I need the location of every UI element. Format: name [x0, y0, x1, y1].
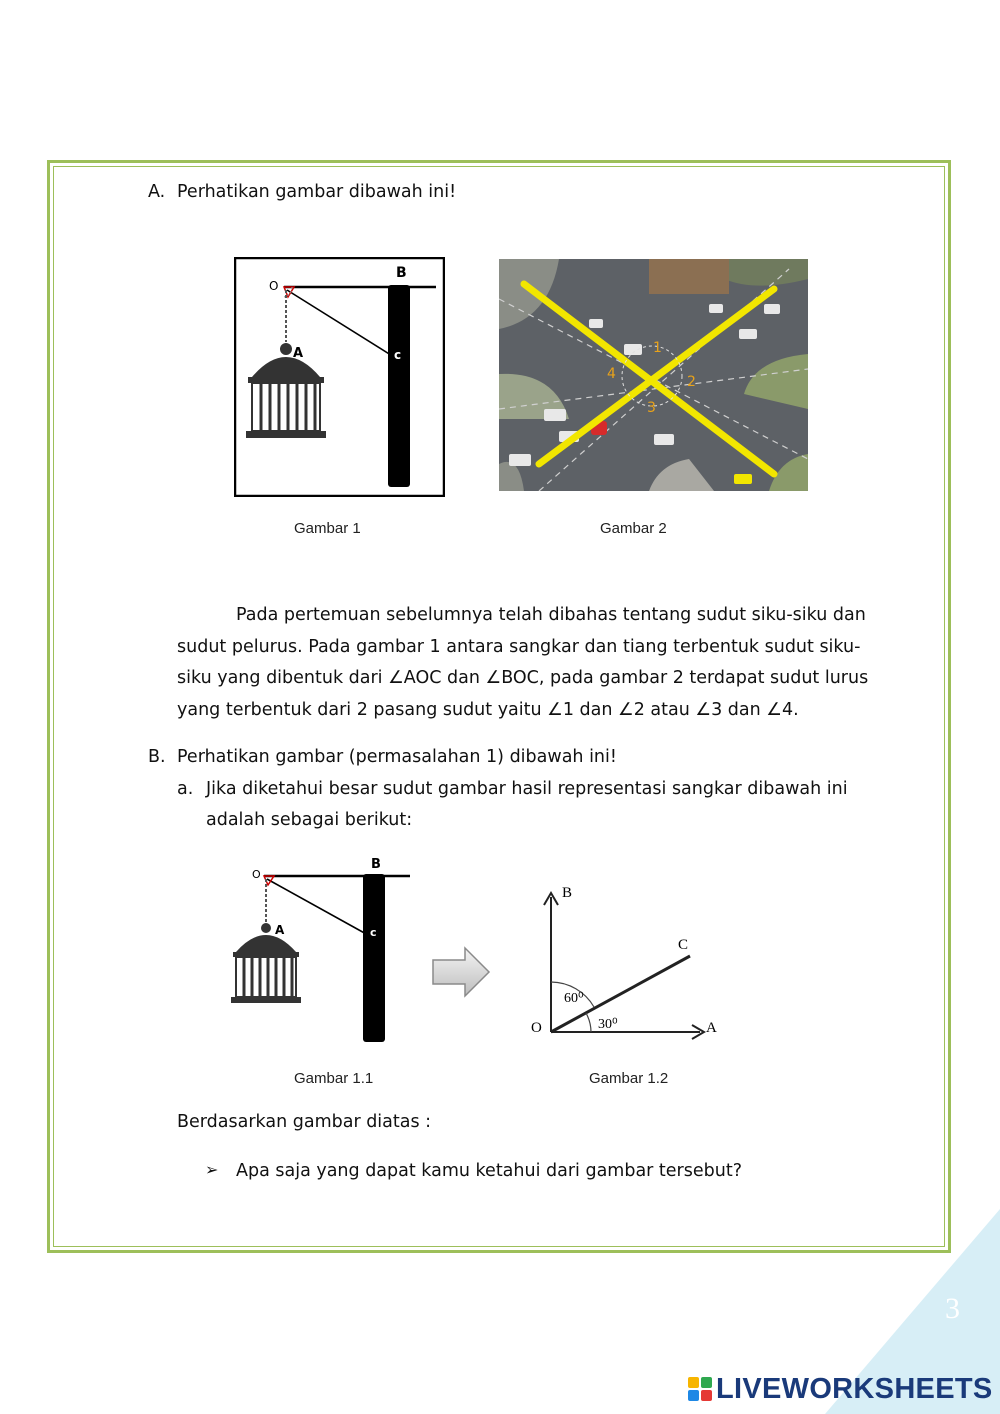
section-b-heading: Perhatikan gambar (permasalahan 1) dibawah ini!	[177, 747, 617, 767]
figure-1-label-a: A	[293, 346, 304, 361]
figure-2-angle-2: 2	[687, 374, 696, 390]
question-text: Apa saja yang dapat kamu ketahui dari gambar tersebut?	[236, 1161, 742, 1181]
figure-2-intersection-photo	[499, 259, 808, 491]
figure-2-angle-1: 1	[653, 340, 662, 356]
figure-1-1-label-b: B	[371, 857, 381, 872]
figure-1-label-c: c	[394, 348, 402, 362]
figure-1-1-cage-pole	[228, 852, 414, 1044]
liveworksheets-icon	[688, 1377, 712, 1401]
paragraph-line: yang terbentuk dari 2 pasang sudut yaitu ∠1 dan ∠2 atau ∠3 dan ∠4.	[177, 699, 799, 720]
brand-name: LIVEWORKSHEETS	[716, 1372, 993, 1405]
figure-1-1-label-a: A	[275, 923, 285, 937]
item-a-marker: a.	[177, 779, 194, 799]
figure-1-1-label-c: c	[370, 926, 377, 939]
liveworksheets-logo	[688, 1372, 993, 1406]
section-b-marker: B.	[148, 747, 166, 767]
paragraph-line: siku yang dibentuk dari ∠AOC dan ∠BOC, pada gambar 2 terdapat sudut lurus	[177, 668, 869, 688]
figure-1-caption: Gambar 1	[294, 520, 361, 537]
figure-1-2-label-c: C	[678, 937, 689, 953]
figure-1-2-label-o: O	[531, 1020, 542, 1036]
figure-1-2-label-a: A	[706, 1020, 717, 1036]
figure-1-2-caption: Gambar 1.2	[589, 1070, 669, 1087]
item-a-line-2: adalah sebagai berikut:	[206, 810, 413, 830]
right-arrow-icon	[431, 946, 493, 998]
paragraph-line: sudut pelurus. Pada gambar 1 antara sangkar dan tiang terbentuk sudut siku-	[177, 636, 861, 657]
figure-1-2-angle-diagram	[528, 885, 753, 1045]
figure-1-2-label-b: B	[562, 885, 573, 901]
explanation-paragraph	[177, 600, 883, 726]
figure-1-1-caption: Gambar 1.1	[294, 1070, 374, 1087]
section-a-marker: A.	[148, 182, 166, 202]
figure-1-2-angle-boc: 60⁰	[564, 991, 584, 1006]
figure-1-1-label-o: O	[252, 868, 261, 881]
figure-2-angle-3: 3	[647, 400, 656, 416]
paragraph-line: Pada pertemuan sebelumnya telah dibahas tentang sudut siku-siku dan	[236, 605, 866, 625]
page-number: 3	[945, 1292, 960, 1325]
conclusion-text: Berdasarkan gambar diatas :	[177, 1112, 432, 1132]
item-a-line-1: Jika diketahui besar sudut gambar hasil representasi sangkar dibawah ini	[206, 779, 848, 799]
figure-1-cage-pole	[234, 257, 445, 497]
figure-2-caption: Gambar 2	[600, 520, 667, 537]
arrow-bullet-icon: ➢	[205, 1160, 219, 1179]
figure-1-label-o: O	[269, 279, 279, 293]
figure-2-angle-4: 4	[607, 366, 616, 382]
figure-1-label-b: B	[396, 265, 407, 281]
figure-1-2-angle-aoc: 30⁰	[598, 1017, 618, 1032]
section-a-heading: Perhatikan gambar dibawah ini!	[177, 182, 457, 202]
